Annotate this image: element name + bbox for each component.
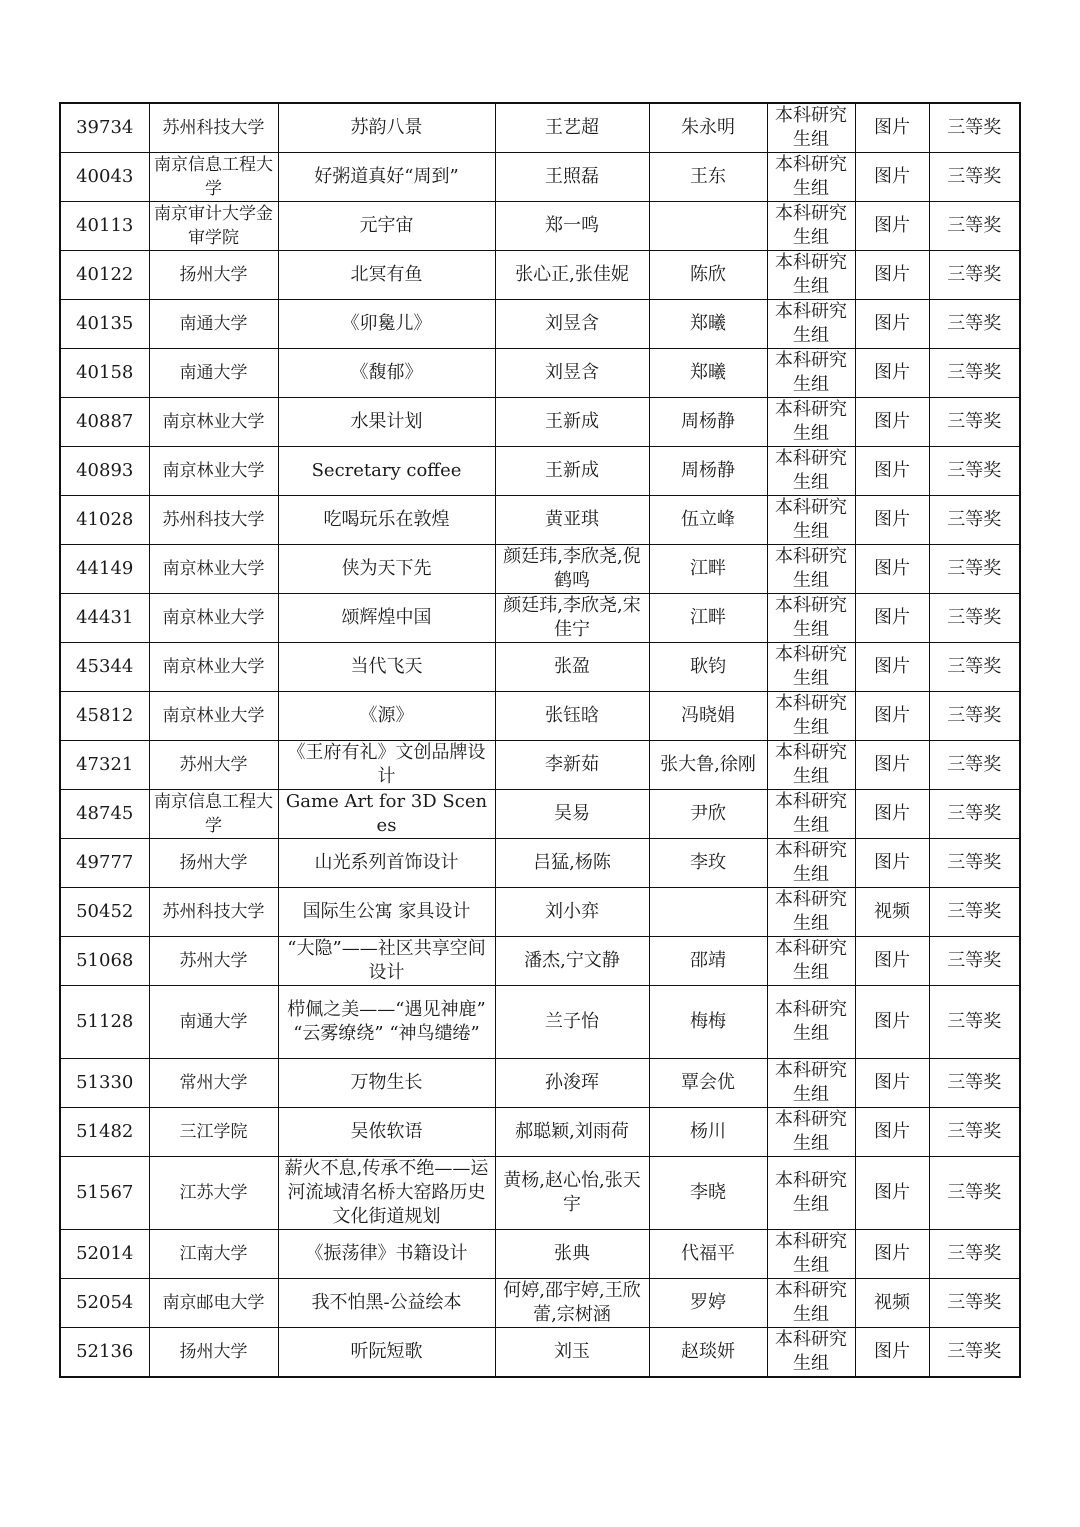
group-cell: 本科研究生组 [767, 103, 855, 153]
awards-table-body [60, 103, 1020, 1377]
entry-id-cell: 45812 [60, 692, 149, 741]
work-title-cell: 水果计划 [278, 398, 495, 447]
entry-id-cell: 51567 [60, 1157, 149, 1230]
table-row [60, 103, 1020, 153]
entry-id-cell: 51482 [60, 1108, 149, 1157]
authors-cell: 李新茹 [495, 741, 649, 790]
awards-table [59, 102, 1021, 1378]
authors-cell: 黄亚琪 [495, 496, 649, 545]
authors-cell: 刘昱含 [495, 349, 649, 398]
table-row [60, 202, 1020, 251]
group-cell: 本科研究生组 [767, 888, 855, 937]
group-cell: 本科研究生组 [767, 1328, 855, 1378]
award-cell: 三等奖 [929, 1230, 1020, 1279]
group-cell: 本科研究生组 [767, 1279, 855, 1328]
group-cell: 本科研究生组 [767, 692, 855, 741]
award-cell: 三等奖 [929, 692, 1020, 741]
group-cell: 本科研究生组 [767, 251, 855, 300]
work-title-cell: 颂辉煌中国 [278, 594, 495, 643]
entry-id-cell: 50452 [60, 888, 149, 937]
school-cell: 南京林业大学 [149, 545, 278, 594]
group-cell: 本科研究生组 [767, 349, 855, 398]
award-cell: 三等奖 [929, 1279, 1020, 1328]
category-cell: 图片 [855, 349, 929, 398]
table-row [60, 1279, 1020, 1328]
work-title-cell: Game Art for 3D Scenes [278, 790, 495, 839]
category-cell: 图片 [855, 153, 929, 202]
work-title-cell: 薪火不息,传承不绝——运河流域清名桥大窑路历史文化街道规划 [278, 1157, 495, 1230]
advisor-cell: 代福平 [649, 1230, 767, 1279]
authors-cell: 刘昱含 [495, 300, 649, 349]
entry-id-cell: 40043 [60, 153, 149, 202]
table-row [60, 545, 1020, 594]
award-cell: 三等奖 [929, 643, 1020, 692]
entry-id-cell: 40158 [60, 349, 149, 398]
group-cell: 本科研究生组 [767, 202, 855, 251]
entry-id-cell: 40135 [60, 300, 149, 349]
entry-id-cell: 45344 [60, 643, 149, 692]
group-cell: 本科研究生组 [767, 1230, 855, 1279]
group-cell: 本科研究生组 [767, 1157, 855, 1230]
award-cell: 三等奖 [929, 937, 1020, 986]
school-cell: 江南大学 [149, 1230, 278, 1279]
work-title-cell: 《馥郁》 [278, 349, 495, 398]
school-cell: 扬州大学 [149, 1328, 278, 1378]
work-title-cell: 《卯毚儿》 [278, 300, 495, 349]
work-title-cell: Secretary coffee [278, 447, 495, 496]
authors-cell: 吕猛,杨陈 [495, 839, 649, 888]
advisor-cell: 梅梅 [649, 986, 767, 1059]
authors-cell: 兰子怡 [495, 986, 649, 1059]
school-cell: 三江学院 [149, 1108, 278, 1157]
school-cell: 南京信息工程大学 [149, 790, 278, 839]
award-cell: 三等奖 [929, 1328, 1020, 1378]
work-title-cell: 我不怕黑-公益绘本 [278, 1279, 495, 1328]
school-cell: 南京林业大学 [149, 398, 278, 447]
entry-id-cell: 40122 [60, 251, 149, 300]
award-cell: 三等奖 [929, 741, 1020, 790]
category-cell: 图片 [855, 692, 929, 741]
advisor-cell: 邵靖 [649, 937, 767, 986]
table-row [60, 1108, 1020, 1157]
group-cell: 本科研究生组 [767, 643, 855, 692]
school-cell: 扬州大学 [149, 839, 278, 888]
category-cell: 视频 [855, 1279, 929, 1328]
work-title-cell: 山光系列首饰设计 [278, 839, 495, 888]
school-cell: 南通大学 [149, 300, 278, 349]
table-row [60, 349, 1020, 398]
work-title-cell: 《振荡律》书籍设计 [278, 1230, 495, 1279]
category-cell: 图片 [855, 447, 929, 496]
work-title-cell: 侠为天下先 [278, 545, 495, 594]
advisor-cell: 耿钧 [649, 643, 767, 692]
advisor-cell: 张大鲁,徐刚 [649, 741, 767, 790]
work-title-cell: 当代飞天 [278, 643, 495, 692]
category-cell: 图片 [855, 643, 929, 692]
school-cell: 南京林业大学 [149, 594, 278, 643]
award-cell: 三等奖 [929, 153, 1020, 202]
award-cell: 三等奖 [929, 839, 1020, 888]
group-cell: 本科研究生组 [767, 447, 855, 496]
work-title-cell: 万物生长 [278, 1059, 495, 1108]
group-cell: 本科研究生组 [767, 937, 855, 986]
entry-id-cell: 52014 [60, 1230, 149, 1279]
category-cell: 视频 [855, 888, 929, 937]
category-cell: 图片 [855, 986, 929, 1059]
entry-id-cell: 40893 [60, 447, 149, 496]
authors-cell: 郑一鸣 [495, 202, 649, 251]
authors-cell: 何婷,邵宇婷,王欣蕾,宗树涵 [495, 1279, 649, 1328]
school-cell: 南通大学 [149, 986, 278, 1059]
authors-cell: 张心正,张佳妮 [495, 251, 649, 300]
advisor-cell: 冯晓娟 [649, 692, 767, 741]
authors-cell: 潘杰,宁文静 [495, 937, 649, 986]
group-cell: 本科研究生组 [767, 1059, 855, 1108]
category-cell: 图片 [855, 1328, 929, 1378]
entry-id-cell: 41028 [60, 496, 149, 545]
award-cell: 三等奖 [929, 594, 1020, 643]
group-cell: 本科研究生组 [767, 545, 855, 594]
entry-id-cell: 47321 [60, 741, 149, 790]
award-cell: 三等奖 [929, 251, 1020, 300]
table-row [60, 300, 1020, 349]
authors-cell: 张典 [495, 1230, 649, 1279]
award-cell: 三等奖 [929, 398, 1020, 447]
advisor-cell: 郑曦 [649, 300, 767, 349]
work-title-cell: 听阮短歌 [278, 1328, 495, 1378]
group-cell: 本科研究生组 [767, 300, 855, 349]
work-title-cell: 苏韵八景 [278, 103, 495, 153]
table-row [60, 496, 1020, 545]
entry-id-cell: 49777 [60, 839, 149, 888]
advisor-cell: 陈欣 [649, 251, 767, 300]
table-row [60, 790, 1020, 839]
advisor-cell: 李玫 [649, 839, 767, 888]
entry-id-cell: 52136 [60, 1328, 149, 1378]
award-cell: 三等奖 [929, 496, 1020, 545]
table-row [60, 643, 1020, 692]
authors-cell: 刘玉 [495, 1328, 649, 1378]
work-title-cell: 北冥有鱼 [278, 251, 495, 300]
award-cell: 三等奖 [929, 790, 1020, 839]
school-cell: 南京信息工程大学 [149, 153, 278, 202]
advisor-cell: 罗婷 [649, 1279, 767, 1328]
award-cell: 三等奖 [929, 103, 1020, 153]
school-cell: 苏州大学 [149, 741, 278, 790]
authors-cell: 王新成 [495, 398, 649, 447]
entry-id-cell: 40113 [60, 202, 149, 251]
entry-id-cell: 51128 [60, 986, 149, 1059]
entry-id-cell: 52054 [60, 1279, 149, 1328]
authors-cell: 颜廷玮,李欣尧,宋佳宁 [495, 594, 649, 643]
category-cell: 图片 [855, 1059, 929, 1108]
advisor-cell: 伍立峰 [649, 496, 767, 545]
authors-cell: 王艺超 [495, 103, 649, 153]
category-cell: 图片 [855, 790, 929, 839]
group-cell: 本科研究生组 [767, 741, 855, 790]
advisor-cell [649, 888, 767, 937]
award-cell: 三等奖 [929, 300, 1020, 349]
group-cell: 本科研究生组 [767, 153, 855, 202]
advisor-cell: 杨川 [649, 1108, 767, 1157]
authors-cell: 张钰晗 [495, 692, 649, 741]
advisor-cell: 王东 [649, 153, 767, 202]
group-cell: 本科研究生组 [767, 594, 855, 643]
table-row [60, 1157, 1020, 1230]
table-row [60, 741, 1020, 790]
advisor-cell: 江畔 [649, 594, 767, 643]
entry-id-cell: 48745 [60, 790, 149, 839]
group-cell: 本科研究生组 [767, 398, 855, 447]
entry-id-cell: 51330 [60, 1059, 149, 1108]
school-cell: 南通大学 [149, 349, 278, 398]
category-cell: 图片 [855, 594, 929, 643]
award-cell: 三等奖 [929, 545, 1020, 594]
group-cell: 本科研究生组 [767, 839, 855, 888]
work-title-cell: 栉佩之美——“遇见神鹿” “云雾缭绕” “神鸟缱绻” [278, 986, 495, 1059]
group-cell: 本科研究生组 [767, 496, 855, 545]
award-cell: 三等奖 [929, 1157, 1020, 1230]
award-cell: 三等奖 [929, 888, 1020, 937]
table-row [60, 251, 1020, 300]
entry-id-cell: 51068 [60, 937, 149, 986]
award-cell: 三等奖 [929, 447, 1020, 496]
school-cell: 常州大学 [149, 1059, 278, 1108]
advisor-cell [649, 202, 767, 251]
award-cell: 三等奖 [929, 1108, 1020, 1157]
award-cell: 三等奖 [929, 1059, 1020, 1108]
category-cell: 图片 [855, 251, 929, 300]
table-row [60, 398, 1020, 447]
table-row [60, 1230, 1020, 1279]
school-cell: 南京邮电大学 [149, 1279, 278, 1328]
school-cell: 扬州大学 [149, 251, 278, 300]
category-cell: 图片 [855, 1157, 929, 1230]
advisor-cell: 赵琰妍 [649, 1328, 767, 1378]
school-cell: 苏州科技大学 [149, 496, 278, 545]
school-cell: 江苏大学 [149, 1157, 278, 1230]
award-cell: 三等奖 [929, 202, 1020, 251]
award-cell: 三等奖 [929, 349, 1020, 398]
school-cell: 苏州大学 [149, 937, 278, 986]
work-title-cell: 国际生公寓 家具设计 [278, 888, 495, 937]
work-title-cell: 元宇宙 [278, 202, 495, 251]
advisor-cell: 尹欣 [649, 790, 767, 839]
table-row [60, 937, 1020, 986]
authors-cell: 黄杨,赵心怡,张天宇 [495, 1157, 649, 1230]
category-cell: 图片 [855, 545, 929, 594]
group-cell: 本科研究生组 [767, 986, 855, 1059]
authors-cell: 张盈 [495, 643, 649, 692]
table-row [60, 1059, 1020, 1108]
category-cell: 图片 [855, 1230, 929, 1279]
category-cell: 图片 [855, 202, 929, 251]
work-title-cell: 好粥道真好“周到” [278, 153, 495, 202]
category-cell: 图片 [855, 839, 929, 888]
authors-cell: 郝聪颖,刘雨荷 [495, 1108, 649, 1157]
work-title-cell: 《源》 [278, 692, 495, 741]
advisor-cell: 李晓 [649, 1157, 767, 1230]
school-cell: 南京林业大学 [149, 692, 278, 741]
authors-cell: 王新成 [495, 447, 649, 496]
entry-id-cell: 39734 [60, 103, 149, 153]
advisor-cell: 周杨静 [649, 447, 767, 496]
school-cell: 南京审计大学金审学院 [149, 202, 278, 251]
advisor-cell: 周杨静 [649, 398, 767, 447]
table-row [60, 839, 1020, 888]
advisor-cell: 覃会优 [649, 1059, 767, 1108]
category-cell: 图片 [855, 741, 929, 790]
category-cell: 图片 [855, 103, 929, 153]
table-row [60, 153, 1020, 202]
school-cell: 苏州科技大学 [149, 103, 278, 153]
category-cell: 图片 [855, 300, 929, 349]
work-title-cell: 《王府有礼》文创品牌设计 [278, 741, 495, 790]
work-title-cell: 吴侬软语 [278, 1108, 495, 1157]
authors-cell: 吴易 [495, 790, 649, 839]
category-cell: 图片 [855, 937, 929, 986]
entry-id-cell: 44431 [60, 594, 149, 643]
table-row [60, 1328, 1020, 1378]
advisor-cell: 朱永明 [649, 103, 767, 153]
work-title-cell: “大隐”——社区共享空间设计 [278, 937, 495, 986]
group-cell: 本科研究生组 [767, 1108, 855, 1157]
entry-id-cell: 44149 [60, 545, 149, 594]
category-cell: 图片 [855, 1108, 929, 1157]
work-title-cell: 吃喝玩乐在敦煌 [278, 496, 495, 545]
authors-cell: 颜廷玮,李欣尧,倪鹤鸣 [495, 545, 649, 594]
table-row [60, 447, 1020, 496]
authors-cell: 王照磊 [495, 153, 649, 202]
category-cell: 图片 [855, 398, 929, 447]
table-row [60, 594, 1020, 643]
group-cell: 本科研究生组 [767, 790, 855, 839]
award-cell: 三等奖 [929, 986, 1020, 1059]
school-cell: 南京林业大学 [149, 643, 278, 692]
table-row [60, 986, 1020, 1059]
entry-id-cell: 40887 [60, 398, 149, 447]
advisor-cell: 江畔 [649, 545, 767, 594]
school-cell: 苏州科技大学 [149, 888, 278, 937]
category-cell: 图片 [855, 496, 929, 545]
authors-cell: 刘小弈 [495, 888, 649, 937]
school-cell: 南京林业大学 [149, 447, 278, 496]
advisor-cell: 郑曦 [649, 349, 767, 398]
table-row [60, 692, 1020, 741]
table-row [60, 888, 1020, 937]
authors-cell: 孙浚珲 [495, 1059, 649, 1108]
